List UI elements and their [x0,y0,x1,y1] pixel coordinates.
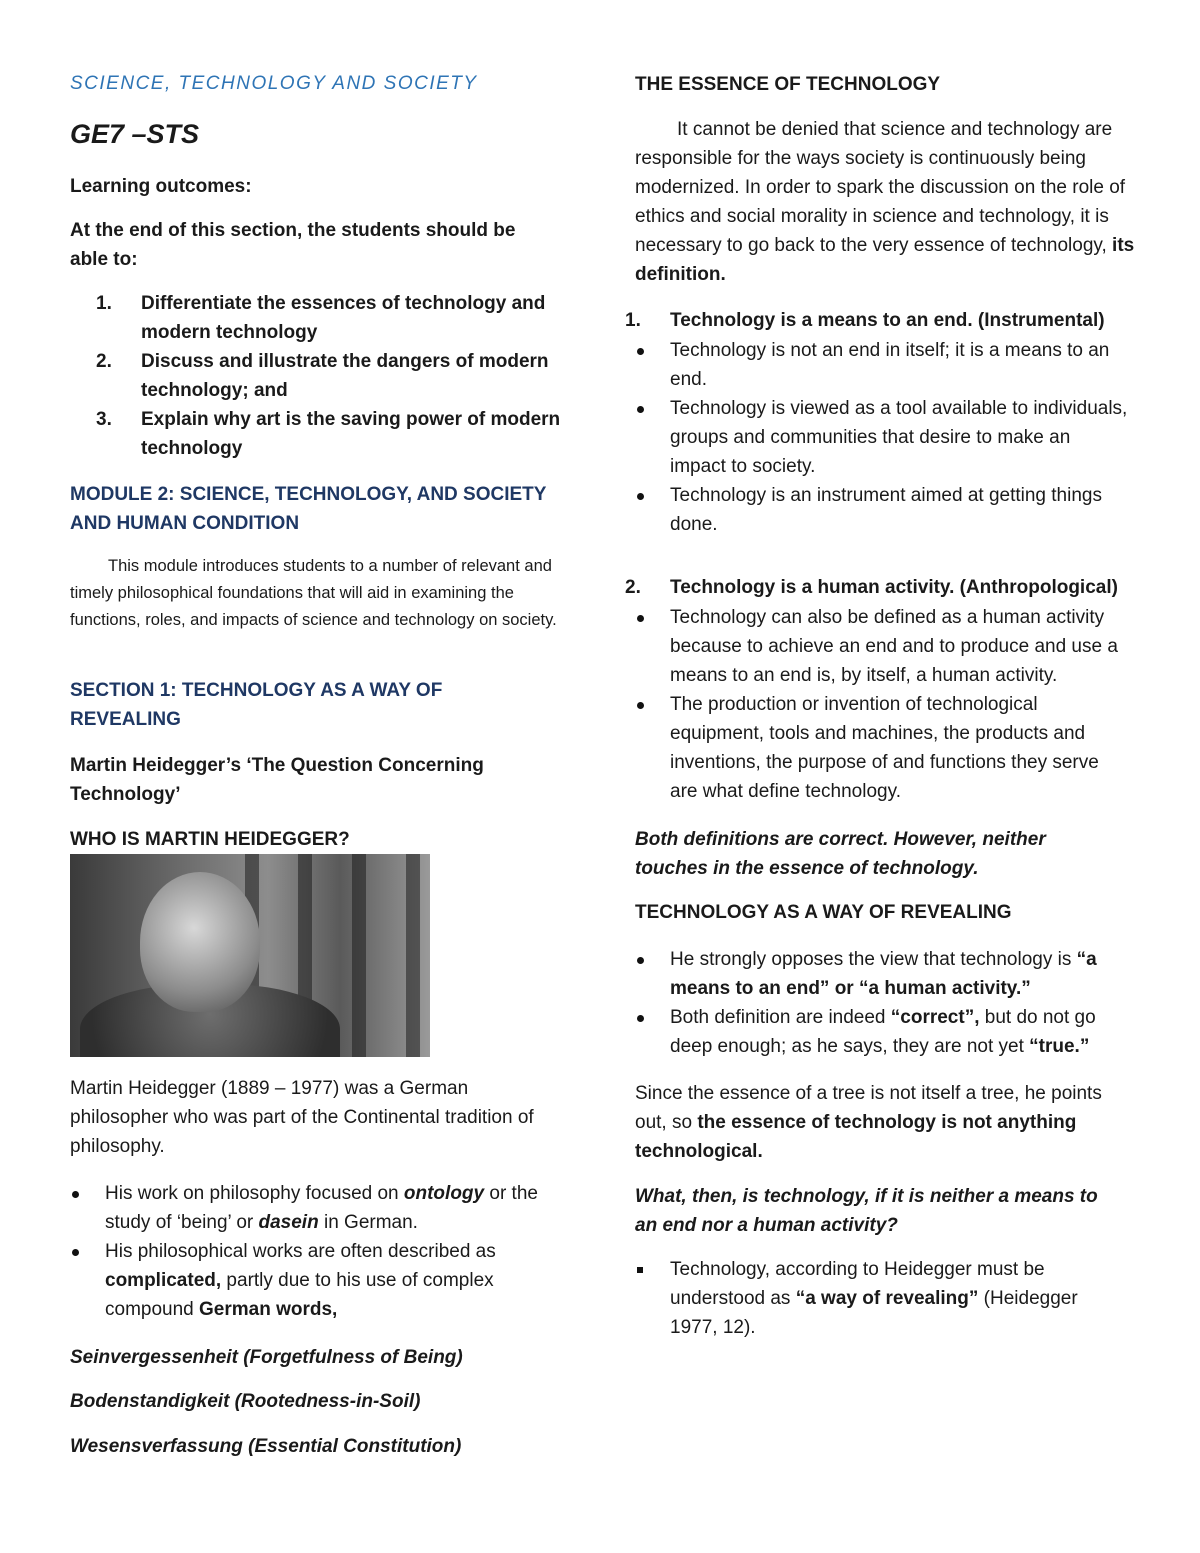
question: What, then, is technology, if it is neither a means to an end nor a human activity? [635,1186,1098,1236]
heidegger-bio: Martin Heidegger (1889 – 1977) was a German philosopher who was part of the Continental tradition of philosophy. [70,1078,534,1157]
bullet-item: Technology is viewed as a tool available to individuals, groups and communities that desire to make an impact to society. [635,394,1130,481]
bullet-item: Technology is an instrument aimed at getting things done. [635,481,1130,539]
course-code: GE7 –STS [70,119,200,149]
bullet-item: His philosophical works are often described as complicated, partly due to his use of complex compound German words, [70,1237,560,1324]
bullet-item: Technology, according to Heidegger must be understood as “a way of revealing” (Heidegger 1977, 12). [635,1255,1130,1342]
bullet-icon [637,493,644,500]
revealing-bullets [635,945,1130,1061]
bullet-item: Technology can also be defined as a human activity because to achieve an end and to produce and use a means to an end is, by itself, a human activity. [635,603,1130,690]
tree-analogy: Since the essence of a tree is not itself a tree, he points out, so the essence of technology is not anything technological. [635,1083,1102,1162]
heidegger-bullets [70,1179,560,1324]
definition-2-bullets [635,603,1130,806]
module-title: MODULE 2: SCIENCE, TECHNOLOGY, AND SOCIETY AND HUMAN CONDITION [70,484,547,534]
heidegger-portrait-image [70,854,430,1057]
essence-intro: It cannot be denied that science and technology are responsible for the ways society is continuously being modernized. In order to spark the discussion on the role of ethics and social morality in science and technology, it is necessary to go back to the very essence of technology, its definition. [635,119,1135,285]
learning-outcomes-title: Learning outcomes: [70,176,252,197]
term-item: Seinvergessenheit (Forgetfulness of Being) [70,1347,463,1368]
bullet-item: Technology is not an end in itself; it is a means to an end. [635,336,1130,394]
learning-intro: At the end of this section, the students should be able to: [70,220,516,270]
bullet-item: His work on philosophy focused on ontology or the study of ‘being’ or dasein in German. [70,1179,560,1237]
both-definitions-note: Both definitions are correct. However, neither touches in the essence of technology. [635,829,1046,879]
bullet-icon [637,702,644,709]
definition-1-bullets [635,336,1130,539]
definition-title: 2. Technology is a human activity. (Anthropological) [625,577,1118,598]
essence-title: THE ESSENCE OF TECHNOLOGY [635,74,941,95]
who-heading: WHO IS MARTIN HEIDEGGER? [70,829,350,850]
final-bullets [635,1255,1130,1342]
outcome-item: 2. Discuss and illustrate the dangers of modern technology; and [96,351,549,401]
definition-1 [625,306,1135,335]
bullet-item: The production or invention of technological equipment, tools and machines, the products and inventions, the purpose of and functions they serve are what define technology. [635,690,1130,806]
outcome-item: 3. Explain why art is the saving power of modern technology [96,409,561,459]
bullet-icon [72,1191,79,1198]
revealing-title: TECHNOLOGY AS A WAY OF REVEALING [635,902,1012,923]
bullet-item: Both definition are indeed “correct”, but do not go deep enough; as he says, they are not yet “true.” [635,1003,1130,1061]
course-title: SCIENCE, TECHNOLOGY AND SOCIETY [70,73,478,94]
term-item: Wesensverfassung (Essential Constitution) [70,1436,462,1457]
square-bullet-icon [637,1267,643,1273]
bullet-icon [637,615,644,622]
definition-title: 1. Technology is a means to an end. (Instrumental) [625,310,1105,331]
section-title: SECTION 1: TECHNOLOGY AS A WAY OF REVEALING [70,680,443,730]
bullet-icon [637,348,644,355]
outcomes-list [70,289,570,463]
definition-2 [625,573,1135,602]
bullet-icon [637,406,644,413]
outcome-item: 1. Differentiate the essences of technology and modern technology [96,293,546,343]
section-subtitle: Martin Heidegger’s ‘The Question Concerning Technology’ [70,755,484,805]
bullet-icon [637,957,644,964]
bullet-icon [72,1249,79,1256]
bullet-icon [637,1015,644,1022]
term-item: Bodenstandigkeit (Rootedness-in-Soil) [70,1391,421,1412]
bullet-item: He strongly opposes the view that technology is “a means to an end” or “a human activity.” [635,945,1130,1003]
module-description: This module introduces students to a number of relevant and timely philosophical foundations that will aid in examining the functions, roles, and impacts of science and technology on society. [70,557,557,629]
